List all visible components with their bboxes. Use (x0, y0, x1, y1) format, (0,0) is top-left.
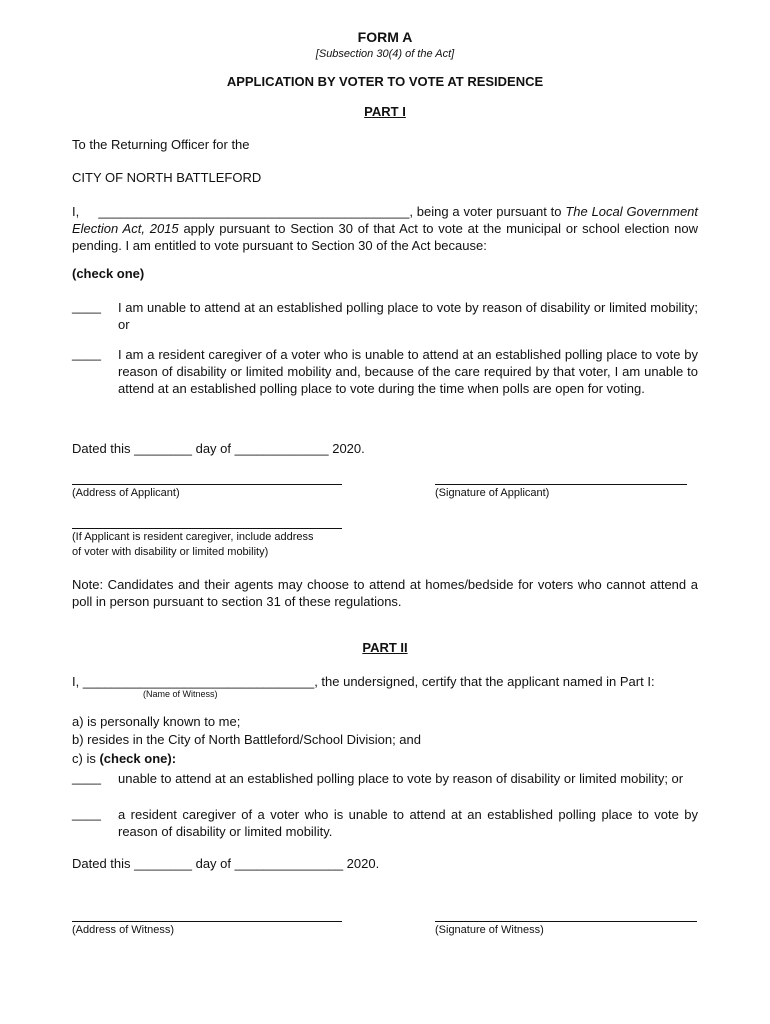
witness-option1-check-blank[interactable]: ____ (72, 770, 101, 785)
intro-rest: apply pursuant to Section 30 of that Act to vote at the municipal or school election now pending. I am entitled to vote pursuant to Section 30 of the Act because: (72, 221, 698, 253)
witness-signature-label: (Signature of Witness) (435, 924, 544, 936)
option2-text: I am a resident caregiver of a voter who is unable to attend at an established polling place to vote by reason of disability or limited mobility and, because of the care required by that voter, I am unable to attend at an established polling place to vote during the time when polls are open for voting. (118, 347, 698, 396)
witness-address-line[interactable] (72, 921, 342, 922)
witness-option1-text: unable to attend at an established polling place to vote by reason of disability or limited mobility; or (118, 771, 684, 786)
intro-mid: , being a voter pursuant to (409, 204, 566, 219)
subsection-reference: [Subsection 30(4) of the Act] (315, 48, 455, 60)
returning-officer-line: To the Returning Officer for the (72, 137, 250, 152)
city-name: CITY OF NORTH BATTLEFORD (72, 170, 262, 185)
applicant-name-blank[interactable]: ___________________________________________ (98, 204, 410, 219)
note-text: Note: Candidates and their agents may choose to attend at homes/bedside for voters who cannot attend a poll in person pursuant to section 31 of these regulations. (72, 577, 698, 609)
witness-option2-check-blank[interactable]: ____ (72, 806, 101, 821)
applicant-signature-line[interactable] (435, 484, 687, 485)
option2-check-blank[interactable]: ____ (72, 346, 101, 361)
part1-dated-line: Dated this ________ day of _____________ 2020. (72, 441, 365, 456)
item-b: b) resides in the City of North Battleford/School Division; and (72, 732, 422, 747)
witness-address-label: (Address of Witness) (72, 924, 175, 936)
part2-heading: PART II (362, 640, 408, 655)
caregiver-label-1: (If Applicant is resident caregiver, include address (72, 531, 314, 543)
option1-text: I am unable to attend at an established polling place to vote by reason of disability or limited mobility; or (118, 300, 698, 332)
form-title: FORM A (357, 29, 413, 45)
applicant-address-line[interactable] (72, 484, 342, 485)
intro-prefix: I, (72, 204, 80, 219)
witness-option2-text: a resident caregiver of a voter who is unable to attend at an established polling place to vote by reason of disability or limited mobility. (118, 807, 698, 839)
item-c (72, 751, 176, 766)
applicant-statement (72, 203, 698, 254)
part1-heading: PART I (364, 104, 406, 119)
form-heading: APPLICATION BY VOTER TO VOTE AT RESIDENCE (226, 74, 544, 89)
item-c-check-one: (check one): (99, 751, 177, 766)
caregiver-label-2: of voter with disability or limited mobility) (72, 546, 269, 558)
item-a: a) is personally known to me; (72, 714, 241, 729)
part2-dated-line: Dated this ________ day of _______________ 2020. (72, 856, 380, 871)
item-c-prefix: c) is (72, 751, 100, 766)
check-one-label: (check one) (72, 266, 145, 281)
witness-name-label: (Name of Witness) (143, 689, 218, 699)
option1-check-blank[interactable]: ____ (72, 299, 101, 314)
witness-line: I, ________________________________, the undersigned, certify that the applicant named in Part I: (72, 674, 655, 689)
applicant-address-label: (Address of Applicant) (72, 487, 180, 499)
witness-signature-line[interactable] (435, 921, 697, 922)
caregiver-address-line[interactable] (72, 528, 342, 529)
act-name: The Local Government Election Act, 2015 (72, 204, 699, 236)
applicant-signature-label: (Signature of Applicant) (435, 487, 550, 499)
